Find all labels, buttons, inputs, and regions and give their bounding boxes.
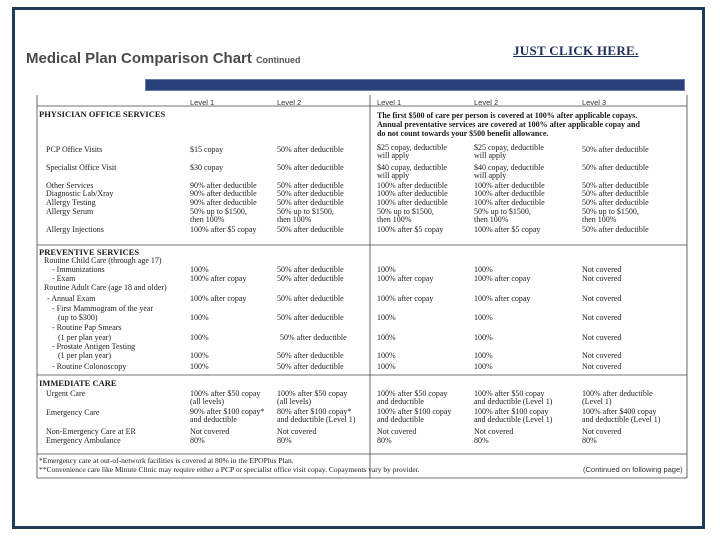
row-label: (1 per plan year) — [58, 351, 112, 360]
cell: 100% after $5 copay — [377, 225, 444, 234]
cell: 50% after deductible — [280, 333, 347, 342]
cell: 50% after deductible — [582, 181, 649, 190]
cell: 100% — [474, 265, 493, 274]
section-immediate-heading: IMMEDIATE CARE — [39, 378, 117, 388]
cell: 50% after deductible — [277, 198, 344, 207]
page-title: Medical Plan Comparison Chart Continued — [26, 50, 301, 67]
continued-note: (Continued on following page) — [583, 465, 683, 474]
cell: (all levels) — [277, 397, 311, 406]
cell: 100% — [190, 265, 209, 274]
row-label: Other Services — [46, 181, 94, 190]
cell: and deductible (Level 1) — [474, 397, 553, 406]
cell: 100% — [190, 333, 209, 342]
cell: 50% up to $1500, — [277, 207, 334, 216]
cell: 100% after $5 copay — [190, 225, 257, 234]
cell: 50% up to $1500, — [377, 207, 434, 216]
cell: 90% after deductible — [190, 198, 257, 207]
row-label: - Annual Exam — [47, 294, 96, 303]
cell: $15 copay — [190, 145, 224, 154]
row-label: Emergency Care — [46, 408, 100, 417]
cell: 50% after deductible — [582, 145, 649, 154]
cell: Not covered — [582, 274, 622, 283]
cell: 100% after $400 copay — [582, 407, 657, 416]
cell: 100% after $50 copay — [474, 389, 545, 398]
group-label-mammogram: - First Mammogram of the year — [52, 304, 154, 313]
cell: 100% after copay — [377, 274, 434, 283]
cell: 100% — [190, 351, 209, 360]
row-label: Allergy Serum — [46, 207, 94, 216]
cell: 100% — [377, 313, 396, 322]
cell: 50% after deductible — [277, 294, 344, 303]
cell: 100% — [377, 333, 396, 342]
cell: 50% after deductible — [582, 225, 649, 234]
cell: 80% — [582, 436, 597, 445]
cell: $30 copay — [190, 163, 224, 172]
cell: 100% after $50 copay — [377, 389, 448, 398]
cell: Not covered — [582, 313, 622, 322]
row-label: PCP Office Visits — [46, 145, 103, 154]
cell: Not covered — [582, 362, 622, 371]
cell: (Level 1) — [582, 397, 612, 406]
row-label: Diagnostic Lab/Xray — [46, 189, 114, 198]
cell: 50% after deductible — [277, 189, 344, 198]
cell: 100% after deductible — [474, 181, 545, 190]
cell: 100% after copay — [474, 274, 531, 283]
cell: 100% after copay — [190, 274, 247, 283]
cell: 50% up to $1500, — [582, 207, 639, 216]
cell: 50% after deductible — [582, 189, 649, 198]
cell: $40 copay, deductible — [377, 163, 447, 172]
physician-note-3: do not count towards your $500 benefit allowance. — [377, 129, 549, 138]
row-label: (1 per plan year) — [58, 333, 112, 342]
cell: Not covered — [277, 427, 317, 436]
just-click-here-link[interactable]: JUST CLICK HERE. — [513, 43, 639, 58]
cell: 100% after copay — [474, 294, 531, 303]
cell: 100% after deductible — [377, 189, 448, 198]
row-label: - Exam — [52, 274, 76, 283]
cell: 100% — [474, 333, 493, 342]
row-label: Emergency Ambulance — [46, 436, 121, 445]
cell: Not covered — [190, 427, 230, 436]
cell: 100% after copay — [377, 294, 434, 303]
cell: 50% after deductible — [277, 181, 344, 190]
cell: 50% up to $1500, — [190, 207, 247, 216]
row-label: - Immunizations — [52, 265, 105, 274]
cell: and deductible — [377, 397, 424, 406]
cell: 50% after deductible — [277, 265, 344, 274]
cell: Not covered — [582, 265, 622, 274]
cell: will apply — [474, 151, 507, 160]
cell: and deductible (Level 1) — [474, 415, 553, 424]
cell: Not covered — [582, 427, 622, 436]
cell: 100% after $5 copay — [474, 225, 541, 234]
cell: 90% after deductible — [190, 181, 257, 190]
cell: 50% after deductible — [277, 145, 344, 154]
cell: 50% after deductible — [277, 225, 344, 234]
cell: $25 copay, deductible — [474, 143, 544, 152]
cell: 100% — [190, 313, 209, 322]
row-label: - Routine Colonoscopy — [52, 362, 127, 371]
section-preventive-heading: PREVENTIVE SERVICES — [39, 247, 140, 257]
cell: 100% after $100 copay — [474, 407, 549, 416]
cell: then 100% — [190, 215, 225, 224]
cell: Not covered — [582, 351, 622, 360]
cell: Not covered — [582, 294, 622, 303]
cell: will apply — [474, 171, 507, 180]
col-header-b-level1: Level 1 — [377, 98, 402, 107]
cell: 50% after deductible — [277, 163, 344, 172]
cell: and deductible — [190, 415, 237, 424]
row-label: Allergy Testing — [46, 198, 96, 207]
cell: 50% up to $1500, — [474, 207, 531, 216]
cell: 100% — [474, 313, 493, 322]
title-continued: Continued — [256, 55, 301, 65]
cell: 50% after deductible — [277, 274, 344, 283]
cell: 80% — [377, 436, 392, 445]
group-label-prostate: - Prostate Antigen Testing — [52, 342, 136, 351]
cell: 50% after deductible — [277, 362, 344, 371]
cell: (all levels) — [190, 397, 224, 406]
col-header-b-level2: Level 2 — [474, 98, 499, 107]
cell: 50% after deductible — [582, 163, 649, 172]
cell: 100% after $50 copay — [190, 389, 261, 398]
cell: then 100% — [474, 215, 509, 224]
cell: 100% — [377, 362, 396, 371]
cell: Not covered — [474, 427, 514, 436]
cell: Not covered — [582, 333, 622, 342]
group-label-adult: Routine Adult Care (age 18 and older) — [44, 283, 167, 292]
footnote-emergency: *Emergency care at out-of-network facilities is covered at 80% in the EPOPlus Plan. — [39, 456, 294, 465]
cell: $25 copay, deductible — [377, 143, 447, 152]
cell: then 100% — [582, 215, 617, 224]
cell: 100% after copay — [190, 294, 247, 303]
section-physician-heading: PHYSICIAN OFFICE SERVICES — [39, 109, 166, 119]
cell: 80% — [277, 436, 292, 445]
cell: 100% after deductible — [582, 389, 653, 398]
col-header-a-level1: Level 1 — [190, 98, 215, 107]
cell: $40 copay, deductible — [474, 163, 544, 172]
cell: will apply — [377, 171, 410, 180]
row-label: Urgent Care — [46, 389, 86, 398]
cell: 80% — [190, 436, 205, 445]
col-header-a-level2: Level 2 — [277, 98, 302, 107]
row-label: Allergy Injections — [46, 225, 104, 234]
cell: 50% after deductible — [277, 313, 344, 322]
cell: 100% after deductible — [474, 189, 545, 198]
row-label: Non-Emergency Care at ER — [46, 427, 136, 436]
cell: 100% after deductible — [377, 198, 448, 207]
cell: and deductible — [377, 415, 424, 424]
cell: 100% — [377, 351, 396, 360]
row-label: Specialist Office Visit — [46, 163, 117, 172]
cell: 100% — [474, 362, 493, 371]
cell: 100% — [377, 265, 396, 274]
cell: 100% after $50 copay — [277, 389, 348, 398]
group-label-pap: - Routine Pap Smears — [52, 323, 122, 332]
cell: 80% — [474, 436, 489, 445]
physician-note-1: The first $500 of care per person is covered at 100% after applicable copays. — [377, 111, 638, 120]
cell: 90% after deductible — [190, 189, 257, 198]
cell: 50% after deductible — [582, 198, 649, 207]
cell: 100% after $100 copay — [377, 407, 452, 416]
cell: 100% after deductible — [474, 198, 545, 207]
cell: will apply — [377, 151, 410, 160]
cell: 100% — [190, 362, 209, 371]
col-header-b-level3: Level 3 — [582, 98, 607, 107]
footnote-convenience: **Convenience care like Minute Clinic may require either a PCP or specialist office visit copay. Copayments vary by provider. — [39, 465, 420, 474]
cell: and deductible (Level 1) — [277, 415, 356, 424]
cell: Not covered — [377, 427, 417, 436]
cell: 50% after deductible — [277, 351, 344, 360]
cell: 100% — [474, 351, 493, 360]
group-label-child: Routine Child Care (through age 17) — [44, 256, 162, 265]
cell: then 100% — [277, 215, 312, 224]
cell: and deductible (Level 1) — [582, 415, 661, 424]
physician-note-2: Annual preventative services are covered at 100% after applicable copay and — [377, 120, 640, 129]
cell: 100% after deductible — [377, 181, 448, 190]
cell: 80% after $100 copay* — [277, 407, 352, 416]
row-label: (up to $300) — [58, 313, 98, 322]
cell: 90% after $100 copay* — [190, 407, 265, 416]
cell: then 100% — [377, 215, 412, 224]
